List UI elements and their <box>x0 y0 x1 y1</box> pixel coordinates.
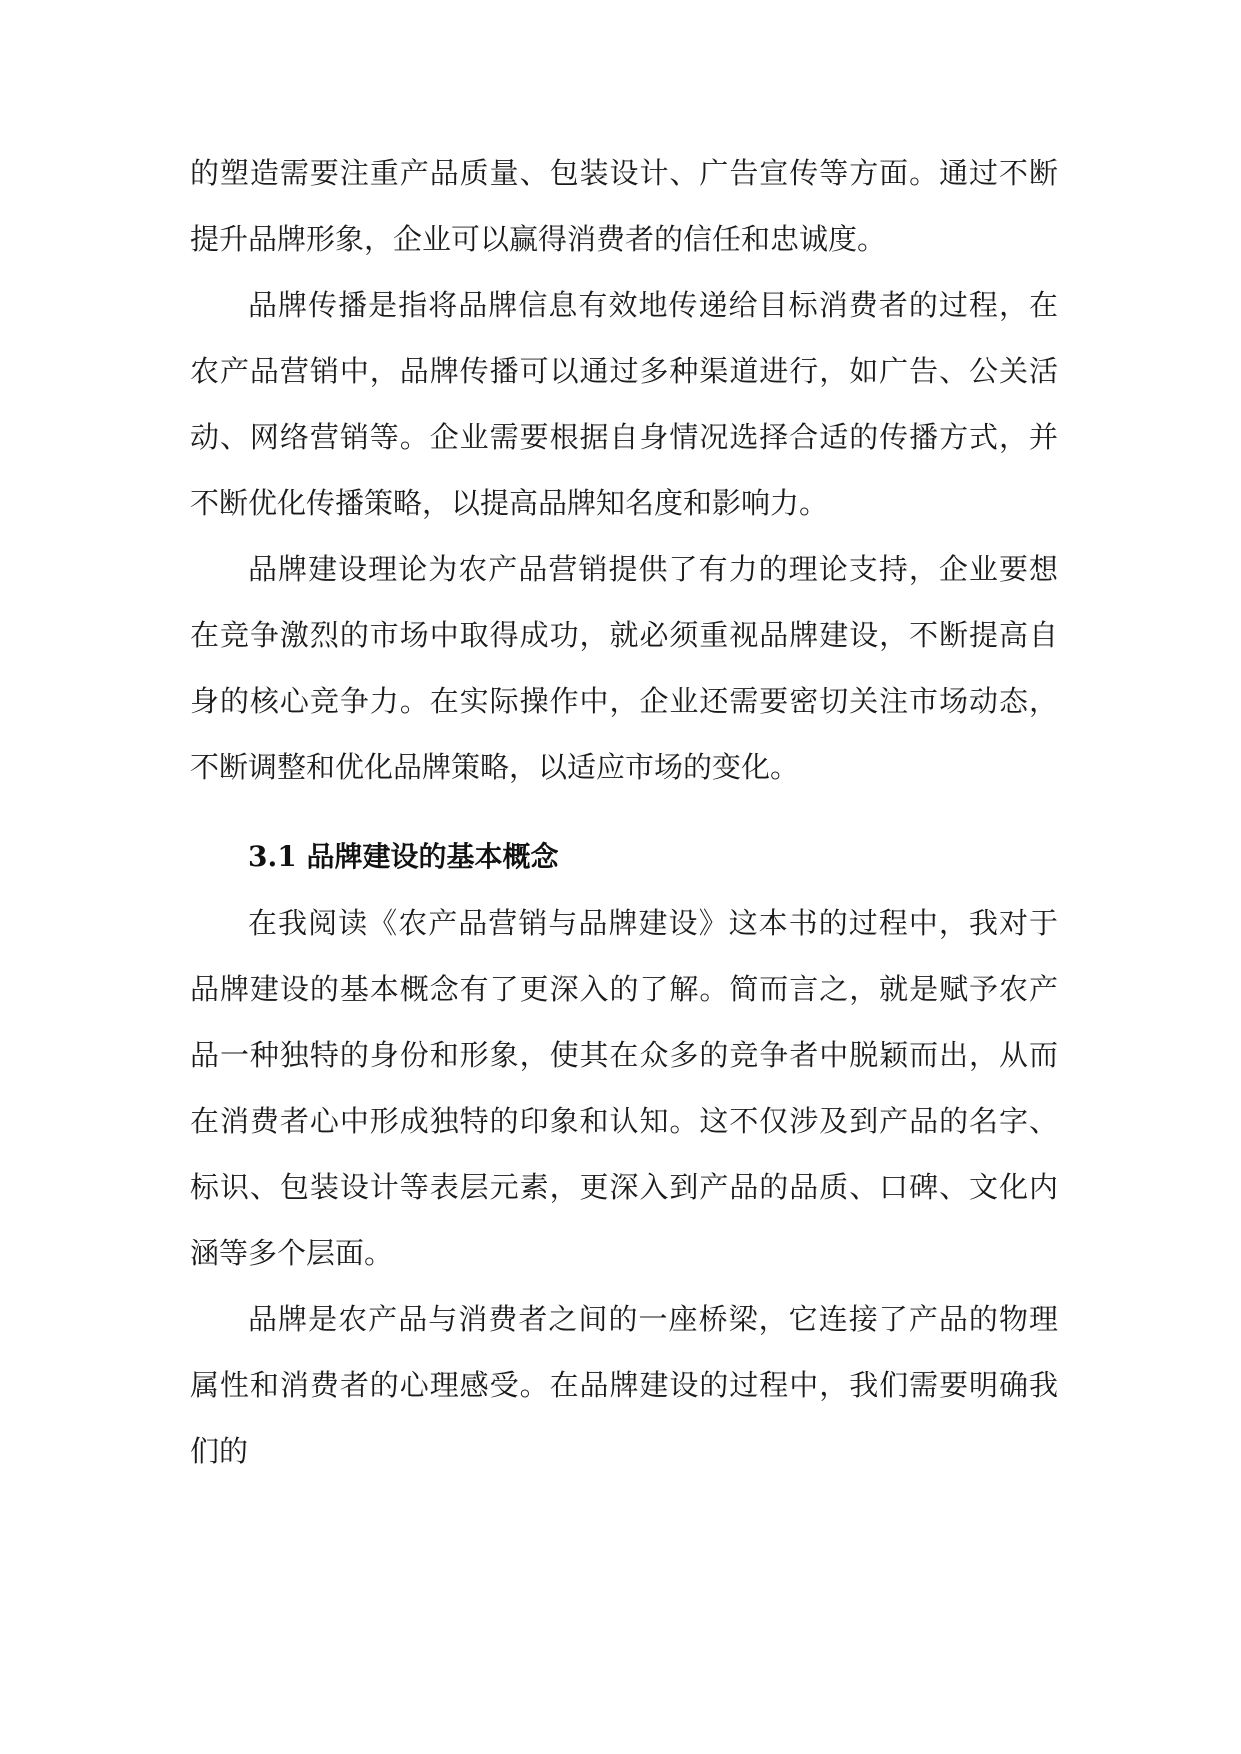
paragraph-4: 在我阅读《农产品营销与品牌建设》这本书的过程中，我对于品牌建设的基本概念有了更深入的了解。简而言之，就是赋予农产品一种独特的身份和形象，使其在众多的竞争者中脱颖而出，从而在消费者心中形成独特的印象和认知。这不仅涉及到产品的名字、标识、包装设计等表层元素，更深入到产品的品质、口碑、文化内涵等多个层面。 <box>190 906 1058 1270</box>
document-body <box>190 140 1058 1484</box>
paragraph-3: 品牌建设理论为农产品营销提供了有力的理论支持，企业要想在竞争激烈的市场中取得成功，就必须重视品牌建设，不断提高自身的核心竞争力。在实际操作中，企业还需要密切关注市场动态，不断调整和优化品牌策略，以适应市场的变化。 <box>190 552 1058 784</box>
section-heading: 3.1 品牌建设的基本概念 <box>248 840 559 873</box>
paragraph-5: 品牌是农产品与消费者之间的一座桥梁，它连接了产品的物理属性和消费者的心理感受。在品牌建设的过程中，我们需要明确我们的 <box>190 1302 1058 1468</box>
section-spacer <box>190 800 1058 824</box>
paragraph-2: 品牌传播是指将品牌信息有效地传递给目标消费者的过程，在农产品营销中，品牌传播可以通过多种渠道进行，如广告、公关活动、网络营销等。企业需要根据自身情况选择合适的传播方式，并不断优化传播策略，以提高品牌知名度和影响力。 <box>190 288 1058 520</box>
paragraph-1: 的塑造需要注重产品质量、包装设计、广告宣传等方面。通过不断提升品牌形象，企业可以赢得消费者的信任和忠诚度。 <box>190 156 1058 256</box>
